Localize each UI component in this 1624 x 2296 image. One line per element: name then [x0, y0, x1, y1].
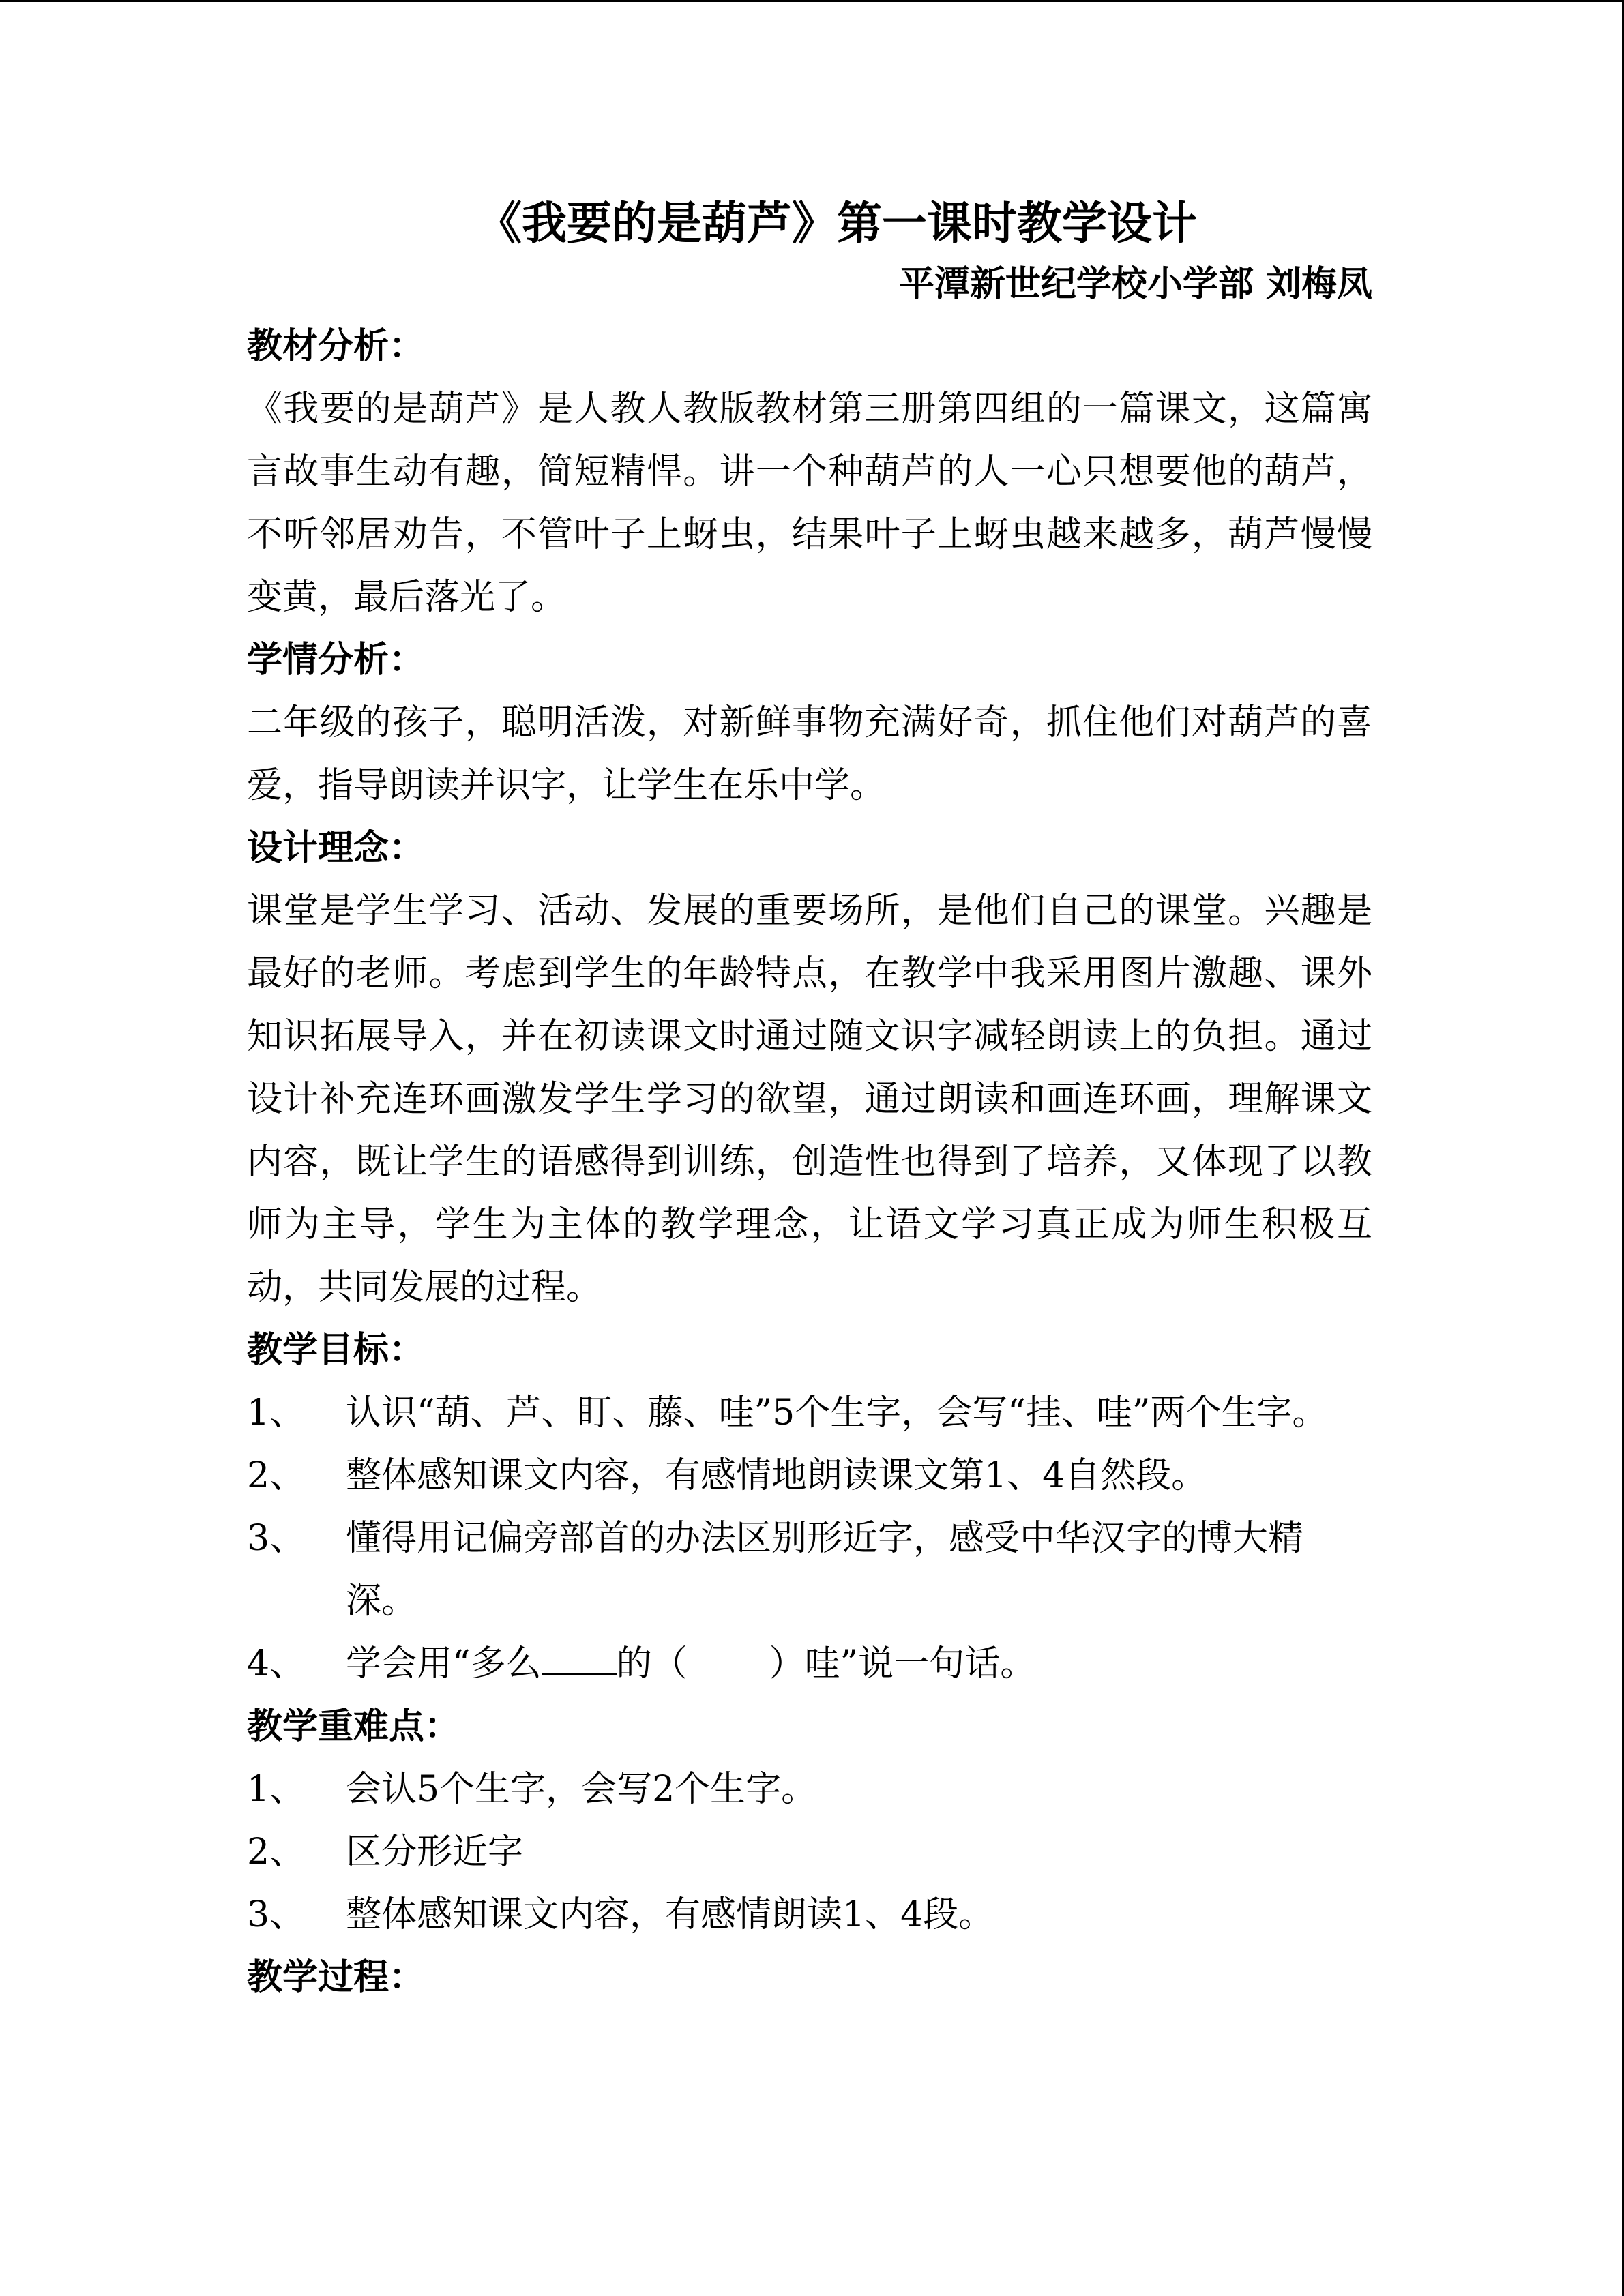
paragraph-textbook-analysis: 《我要的是葫芦》是人教人教版教材第三册第四组的一篇课文，这篇寓言故事生动有趣，简短精悍。讲一个种葫芦的人一心只想要他的葫芦，不听邻居劝告，不管叶子上蚜虫，结果叶子上蚜虫越来越多，葫芦慢慢变黄，最后落光了。: [247, 389, 1372, 618]
heading-key-points: 教学重难点：: [247, 1705, 460, 1747]
list-item: [247, 1632, 1372, 1695]
list-text: 认识“葫、芦、盯、藤、哇”5个生字，会写“挂、哇”两个生字。: [346, 1392, 1328, 1433]
teaching-goals-list: [247, 1382, 1372, 1695]
heading-design-concept: 设计理念：: [247, 827, 425, 869]
list-text-fill-blank: [346, 1632, 1372, 1695]
list-text: 整体感知课文内容，有感情地朗读课文第1、4自然段。: [346, 1455, 1207, 1496]
list-item: [247, 1821, 1372, 1883]
document-body: [247, 192, 1372, 2009]
fill-text-part1: 学会用“多么: [346, 1643, 542, 1684]
list-item: [247, 1382, 1372, 1444]
fill-text-part3: ）哇”说一句话。: [769, 1643, 1036, 1684]
heading-student-analysis: 学情分析：: [247, 639, 425, 681]
document-title: 《我要的是葫芦》第一课时教学设计: [477, 196, 1197, 250]
heading-teaching-process: 教学过程：: [247, 1956, 425, 1998]
list-item: [247, 1507, 1372, 1632]
list-text: 会认5个生字，会写2个生字。: [346, 1769, 817, 1810]
list-number: 3、: [247, 1518, 306, 1559]
list-item: [247, 1758, 1372, 1821]
list-number: 2、: [247, 1832, 306, 1873]
list-number: 4、: [247, 1643, 306, 1684]
list-number: 3、: [247, 1894, 306, 1935]
list-number: 2、: [247, 1455, 306, 1496]
fill-blank-underline: [542, 1638, 617, 1675]
heading-textbook-analysis: 教材分析：: [247, 325, 425, 367]
list-number: 1、: [247, 1392, 306, 1433]
fill-text-part2: 的（: [616, 1643, 688, 1684]
list-item: [247, 1883, 1372, 1946]
heading-teaching-goals: 教学目标：: [247, 1329, 425, 1371]
list-item: [247, 1444, 1372, 1507]
paragraph-design-concept: 课堂是学生学习、活动、发展的重要场所，是他们自己的课堂。兴趣是最好的老师。考虑到学生的年龄特点，在教学中我采用图片激趣、课外知识拓展导入，并在初读课文时通过随文识字减轻朗读上的负担。通过设计补充连环画激发学生学习的欲望，通过朗读和画连环画，理解课文内容，既让学生的语感得到训练，创造性也得到了培养，又体现了以教师为主导，学生为主体的教学理念，让语文学习真正成为师生积极互动，共同发展的过程。: [247, 891, 1372, 1308]
list-text: 区分形近字: [346, 1832, 524, 1873]
list-number: 1、: [247, 1769, 306, 1810]
key-points-list: [247, 1758, 1372, 1946]
list-text: 懂得用记偏旁部首的办法区别形近字，感受中华汉字的博大精深。: [346, 1518, 1304, 1622]
list-text: 整体感知课文内容，有感情朗读1、4段。: [346, 1894, 994, 1935]
author-line: 平潭新世纪学校小学部 刘梅凤: [898, 263, 1372, 305]
paragraph-student-analysis: 二年级的孩子，聪明活泼，对新鲜事物充满好奇，抓住他们对葫芦的喜爱，指导朗读并识字，让学生在乐中学。: [247, 702, 1372, 806]
